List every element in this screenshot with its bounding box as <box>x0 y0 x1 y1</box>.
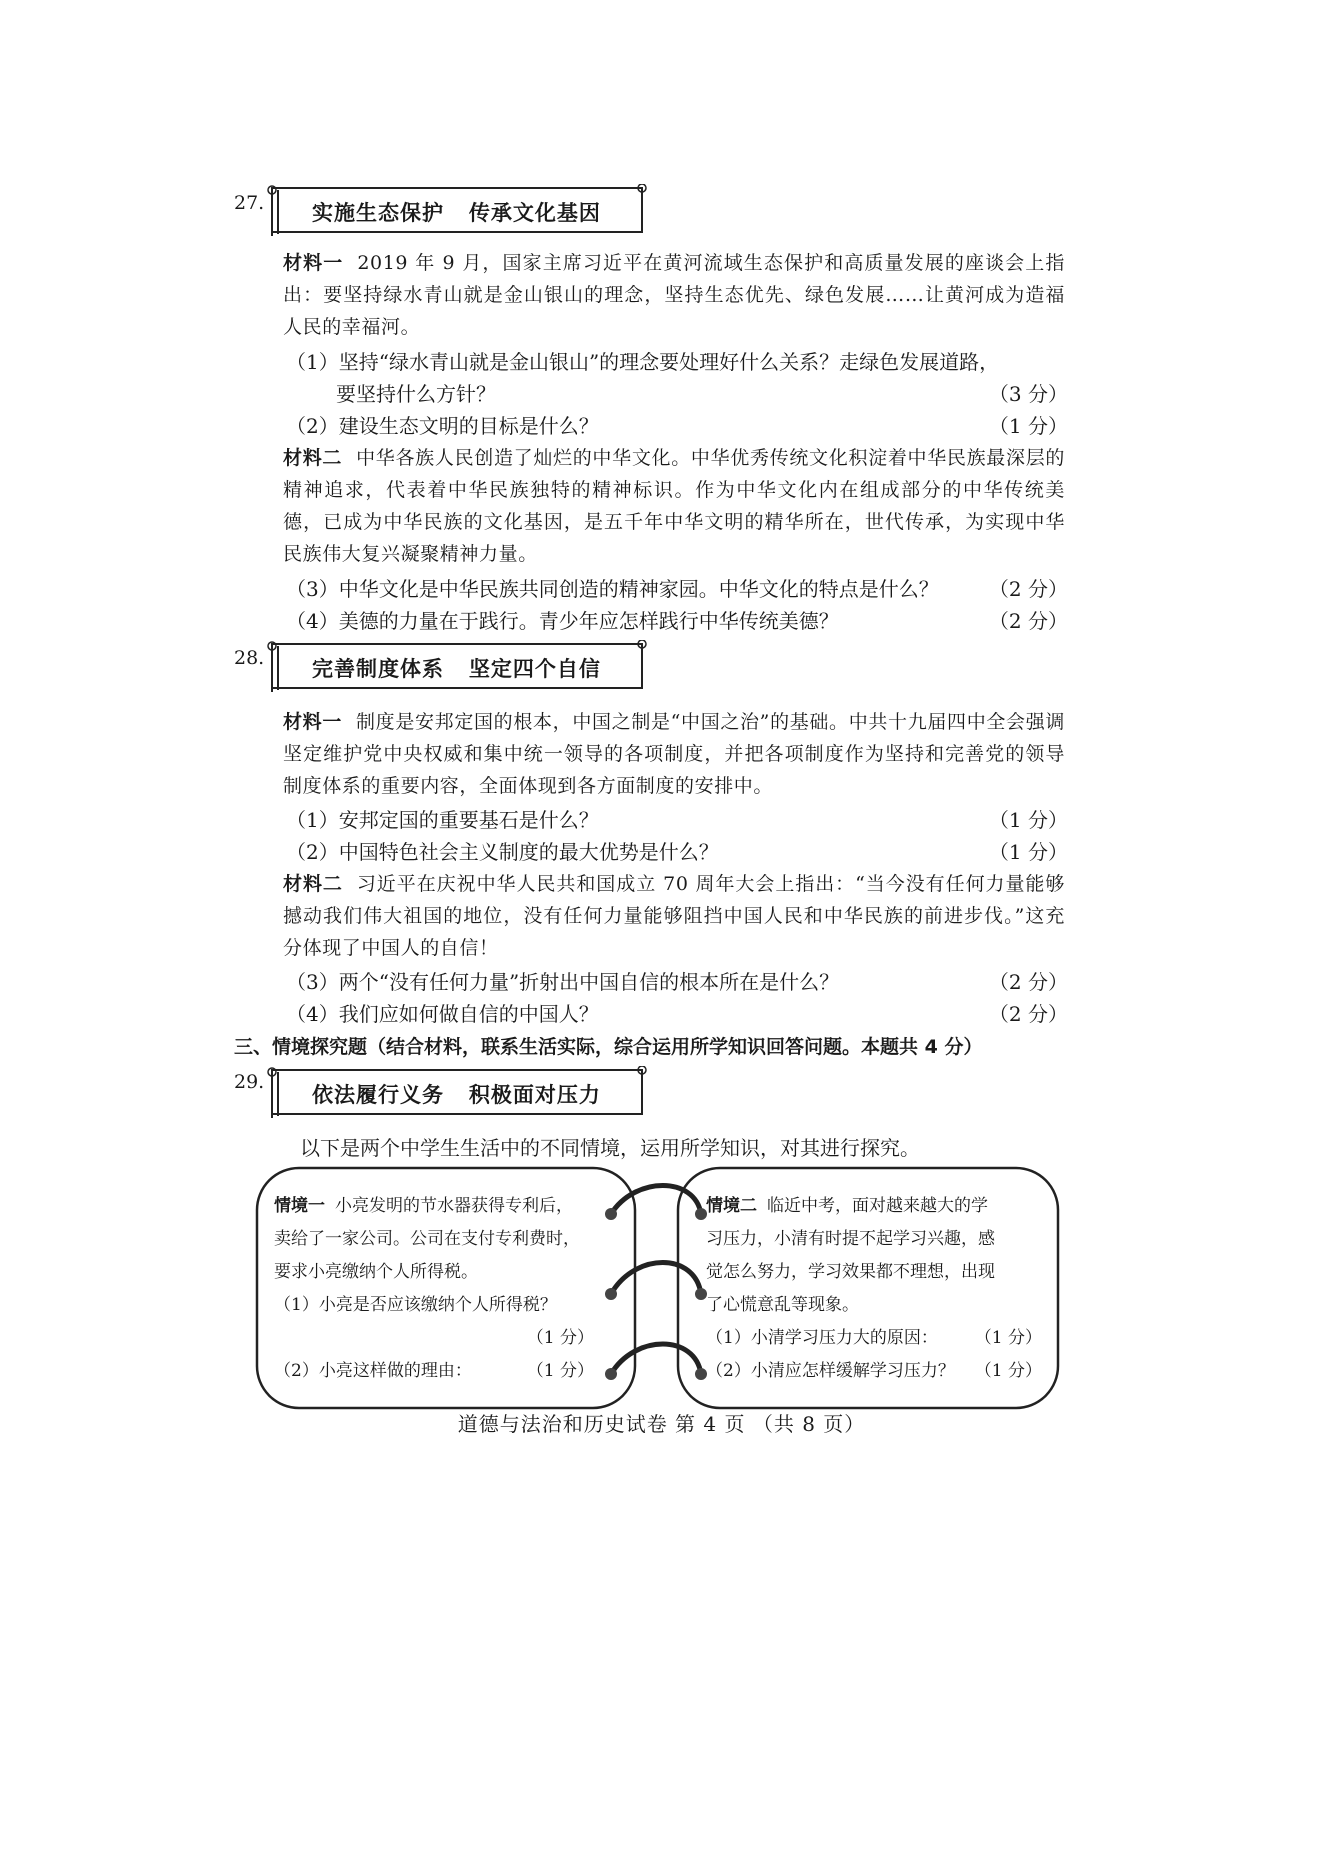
question-text: （4）美德的力量在于践行。青少年应怎样践行中华传统美德？ <box>286 609 839 633</box>
question-item <box>336 378 1068 410</box>
scenario-question: （1）小清学习压力大的原因： <box>706 1328 938 1348</box>
scenario-two-text <box>706 1190 1042 1388</box>
scenario-question: （2）小清应怎样缓解学习压力？ <box>706 1361 955 1381</box>
scroll-banner <box>266 640 648 694</box>
question-text: （4）我们应如何做自信的中国人？ <box>286 1002 599 1026</box>
scroll-banner <box>266 184 648 238</box>
scenario-label: 情境一 <box>274 1196 325 1216</box>
points-label: （2 分） <box>988 1002 1068 1026</box>
question-item <box>286 966 1068 998</box>
question-item <box>286 346 1068 378</box>
question-item <box>286 836 1068 868</box>
scenario-line: 小亮发明的节水器获得专利后， <box>335 1196 573 1216</box>
question-item <box>286 410 1068 442</box>
question-item <box>286 998 1068 1030</box>
ring-connector <box>611 1186 701 1215</box>
scenario-line: 觉怎么努力，学习效果都不理想，出现 <box>706 1262 995 1282</box>
material-paragraph <box>283 442 1065 570</box>
points-label: （1 分） <box>974 1328 1042 1348</box>
points-label: （1 分） <box>988 414 1068 438</box>
points-label: （1 分） <box>526 1361 594 1381</box>
page-footer: 道德与法治和历史试卷 第 4 页 （共 8 页） <box>457 1412 866 1436</box>
points-label: （1 分） <box>526 1328 594 1348</box>
scroll-banner <box>266 1066 648 1120</box>
section-heading: 三、情境探究题（结合材料，联系生活实际，综合运用所学知识回答问题。本题共 4 分） <box>234 1036 983 1058</box>
material-label: 材料一 <box>283 711 342 733</box>
material-label: 材料二 <box>283 447 343 469</box>
scenario-line: 临近中考，面对越来越大的学 <box>767 1196 988 1216</box>
scenario-one-text <box>274 1190 604 1388</box>
scenario-line: 了心慌意乱等现象。 <box>706 1295 859 1315</box>
scenario-line: 习压力，小清有时提不起学习兴趣，感 <box>706 1229 995 1249</box>
material-paragraph <box>283 868 1065 964</box>
question-text: （2）建设生态文明的目标是什么？ <box>286 414 599 438</box>
ring-hole <box>605 1368 617 1380</box>
scenario-label: 情境二 <box>706 1196 757 1216</box>
ring-hole <box>605 1288 617 1300</box>
scenario-intro: 以下是两个中学生生活中的不同情境，运用所学知识，对其进行探究。 <box>300 1136 920 1160</box>
points-label: （3 分） <box>988 382 1068 406</box>
material-paragraph <box>283 706 1065 802</box>
ring-connector <box>611 1344 701 1374</box>
question-number: 29. <box>234 1071 265 1093</box>
question-number: 28. <box>234 647 265 669</box>
material-text: 制度是安邦定国的根本，中国之制是“中国之治”的基础。中共十九届四中全会强调坚定维护党中央权威和集中统一领导的各项制度，并把各项制度作为坚持和完善党的领导制度体系的重要内容，全面体现到各方面制度的安排中。 <box>283 711 1065 797</box>
scenario-line: 卖给了一家公司。公司在支付专利费时， <box>274 1229 580 1249</box>
banner-title: 依法履行义务 积极面对压力 <box>312 1083 601 1107</box>
question-number: 27. <box>234 192 265 214</box>
question-text: （2）中国特色社会主义制度的最大优势是什么？ <box>286 840 719 864</box>
question-text: （3）中华文化是中华民族共同创造的精神家园。中华文化的特点是什么？ <box>286 577 939 601</box>
points-label: （2 分） <box>988 609 1068 633</box>
points-label: （2 分） <box>988 970 1068 994</box>
banner-title: 完善制度体系 坚定四个自信 <box>312 657 601 681</box>
question-item <box>286 573 1068 605</box>
question-item <box>286 605 1068 637</box>
question-text: （3）两个“没有任何力量”折射出中国自信的根本所在是什么？ <box>286 970 840 994</box>
ring-connector <box>611 1263 701 1295</box>
material-text: 2019 年 9 月，国家主席习近平在黄河流域生态保护和高质量发展的座谈会上指出：要坚持绿水青山就是金山银山的理念，坚持生态优先、绿色发展……让黄河成为造福人民的幸福河。 <box>283 252 1065 338</box>
points-label: （2 分） <box>988 577 1068 601</box>
material-label: 材料一 <box>283 252 344 274</box>
material-text: 中华各族人民创造了灿烂的中华文化。中华优秀传统文化积淀着中华民族最深层的精神追求，代表着中华民族独特的精神标识。作为中华文化内在组成部分的中华传统美德，已成为中华民族的文化基因，是五千年中华文明的精华所在，世代传承，为实现中华民族伟大复兴凝聚精神力量。 <box>283 447 1065 565</box>
material-text: 习近平在庆祝中华人民共和国成立 70 周年大会上指出：“当今没有任何力量能够撼动我们伟大祖国的地位，没有任何力量能够阻挡中国人民和中华民族的前进步伐。”这充分体现了中国人的自信！ <box>283 873 1065 959</box>
points-label: （1 分） <box>988 808 1068 832</box>
question-item <box>286 804 1068 836</box>
banner-title: 实施生态保护 传承文化基因 <box>312 201 601 225</box>
material-label: 材料二 <box>283 873 343 895</box>
scenario-question: （1）小亮是否应该缴纳个人所得税？ <box>274 1295 557 1315</box>
scenario-question: （2）小亮这样做的理由： <box>274 1361 472 1381</box>
material-paragraph <box>283 247 1065 343</box>
question-text: （1）坚持“绿水青山就是金山银山”的理念要处理好什么关系？走绿色发展道路， <box>286 350 1000 374</box>
question-text: （1）安邦定国的重要基石是什么？ <box>286 808 599 832</box>
points-label: （1 分） <box>974 1361 1042 1381</box>
ring-hole <box>605 1208 617 1220</box>
question-text: 要坚持什么方针？ <box>336 382 496 406</box>
scenario-line: 要求小亮缴纳个人所得税。 <box>274 1262 478 1282</box>
points-label: （1 分） <box>988 840 1068 864</box>
